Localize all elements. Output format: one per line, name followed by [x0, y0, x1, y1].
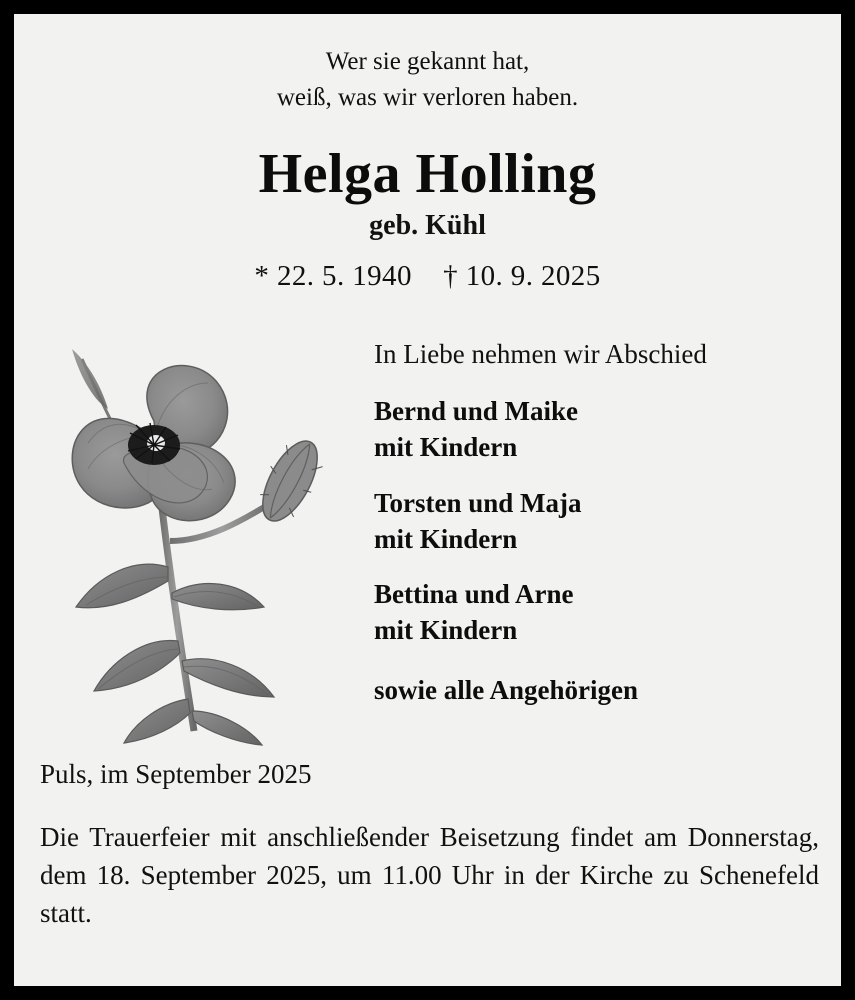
ceremony-details: Die Trauerfeier mit anschließender Beisetzung findet am Donnerstag, dem 18. September 2025, um 11.00 Uhr in der Kirche zu Schenefeld statt.	[40, 821, 819, 929]
family-children-2: mit Kindern	[374, 523, 518, 554]
mourners-block	[374, 339, 834, 706]
family-group-1	[374, 394, 834, 466]
place-and-date: Puls, im September 2025	[40, 758, 312, 789]
poppy-flower-illustration	[42, 331, 332, 746]
epitaph-line-2: weiß, was wir verloren haben.	[276, 83, 579, 111]
family-names-1: Bernd und Maike	[374, 395, 579, 426]
family-group-3	[374, 577, 834, 649]
all-relatives: sowie alle Angehörigen	[374, 675, 638, 706]
family-children-3: mit Kindern	[374, 615, 518, 646]
maiden-name: geb. Kühl	[369, 209, 486, 241]
death-date: † 10. 9. 2025	[443, 259, 601, 292]
family-children-1: mit Kindern	[374, 431, 518, 462]
epitaph-line-1: Wer sie gekannt hat,	[325, 48, 530, 75]
epitaph	[14, 14, 841, 115]
family-names-3: Bettina und Arne	[374, 579, 574, 610]
mourning-intro: In Liebe nehmen wir Abschied	[374, 338, 707, 369]
name-block	[14, 145, 841, 293]
family-names-2: Torsten und Maja	[374, 487, 582, 518]
obituary-notice	[14, 14, 841, 986]
life-dates	[14, 260, 841, 293]
deceased-name: Helga Holling	[258, 143, 597, 205]
middle-section	[14, 331, 841, 751]
birth-date: * 22. 5. 1940	[254, 259, 412, 292]
family-group-2	[374, 486, 834, 558]
